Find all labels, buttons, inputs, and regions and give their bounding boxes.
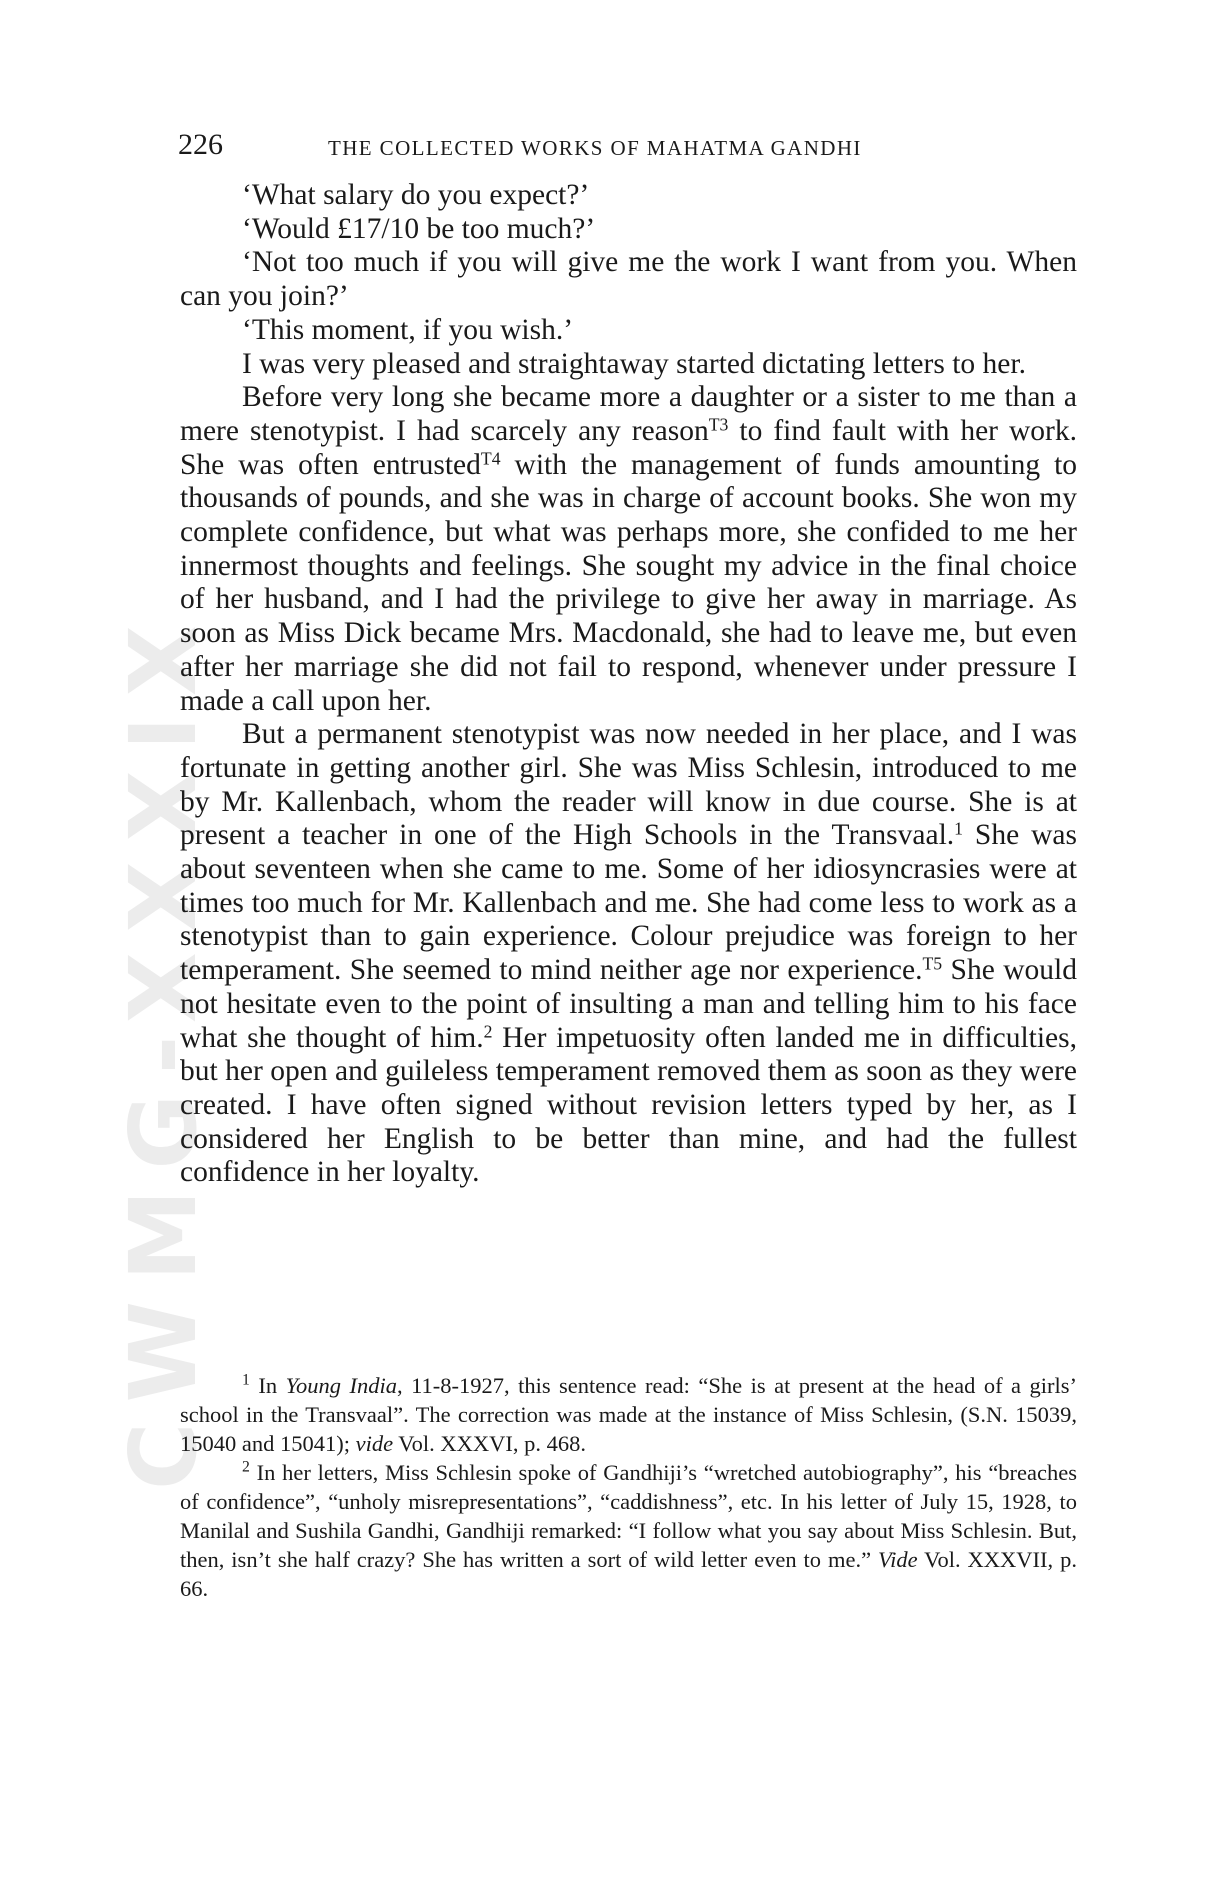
text-run: ‘Not too much if you will give me the work I want from you. When can you join?’ xyxy=(180,246,1077,313)
text-run: , 11-8-1927, this sentence read: “She is at present at the head of a girls’ school in the Transvaal”. The correction was made at the instance of Miss Schlesin, (S.N. 15039, 15040 and 15041); xyxy=(180,1373,1077,1456)
footnote xyxy=(180,1458,1077,1603)
paragraph xyxy=(180,718,1077,1190)
page-number: 226 xyxy=(178,128,223,161)
text-run: She would not hesitate even to the point of insulting a man and telling him to his face what she thought of him. xyxy=(180,954,1077,1054)
text-run: ‘This moment, if you wish.’ xyxy=(242,313,574,346)
text-run: Before very long she became more a daughter or a sister to me than a mere stenotypist. I had scarcely any reason xyxy=(180,381,1077,447)
footnote xyxy=(180,1371,1077,1458)
body-text xyxy=(180,179,1077,1190)
paragraph xyxy=(180,179,1077,213)
note-marker: 1 xyxy=(954,818,964,839)
watermark-text: CWMG-XXXIX xyxy=(110,605,217,1490)
paragraph xyxy=(180,246,1077,313)
note-marker: T3 xyxy=(708,414,729,435)
text-run: Vol. XXXVII, p. 66. xyxy=(180,1547,1077,1601)
note-marker: T5 xyxy=(922,953,943,974)
italic-text: vide xyxy=(355,1431,394,1456)
text-run: She was about seventeen when she came to me. Some of her idiosyncrasies were at times too much for Mr. Kallenbach and me. She had come less to work as a stenotypist than to gain experience. Colour prejudice was foreign to her temperament. She seemed to mind neither age nor experience. xyxy=(180,819,1077,987)
paragraph xyxy=(180,381,1077,718)
note-marker: 1 xyxy=(242,1371,250,1389)
paragraph xyxy=(180,348,1077,382)
text-run: with the management of funds amounting to thousands of pounds, and she was in charge of account books. She won my complete confidence, but what was perhaps more, she confided to me her innermost thoughts and feelings. She sought my advice in the final choice of her husband, and I had the privilege to give her away in marriage. As soon as Miss Dick became Mrs. Macdonald, she had to leave me, but even after her marriage she did not fail to respond, whenever under pressure I made a call upon her. xyxy=(180,448,1078,717)
italic-text: Vide xyxy=(878,1547,918,1572)
note-marker: 2 xyxy=(242,1458,250,1476)
text-run: ‘Would £17/10 be too much?’ xyxy=(242,212,596,245)
text-run: Vol. XXXVI, p. 468. xyxy=(393,1431,587,1456)
text-run: to find fault with her work. She was often entrusted xyxy=(180,414,1077,481)
text-run: I was very pleased and straightaway started dictating letters to her. xyxy=(242,347,1026,380)
italic-text: Young India xyxy=(285,1373,397,1398)
running-title: THE COLLECTED WORKS OF MAHATMA GANDHI xyxy=(328,136,862,160)
text-run: In her letters, Miss Schlesin spoke of Gandhiji’s “wretched autobiography”, his “breaches of confidence”, “unholy misrepresentations”, “caddishness”, etc. In his letter of July 15, 1928, to Manilal and Sushila Gandhi, Gandhiji remarked: “I follow what you say about Miss Schlesin. But, then, isn’t she half crazy? She has written a sort of wild letter even to me.” xyxy=(180,1460,1077,1572)
text-run: In xyxy=(249,1373,286,1398)
text-run: But a permanent stenotypist was now needed in her place, and I was fortunate in getting another girl. She was Miss Schlesin, introduced to me by Mr. Kallenbach, whom the reader will know in due course. She is at present a teacher in one of the High Schools in the Transvaal. xyxy=(180,718,1077,852)
text-run: ‘What salary do you expect?’ xyxy=(242,179,590,211)
footnotes xyxy=(180,1371,1077,1603)
paragraph xyxy=(180,314,1077,348)
note-marker: 2 xyxy=(483,1020,493,1041)
paragraph xyxy=(180,213,1077,247)
text-run: Her impetuosity often landed me in difficulties, but her open and guileless temperament removed them as soon as they were created. I have often signed without revision letters typed by her, as I considered her English to be better than mine, and had the fullest confidence in her loyalty. xyxy=(180,1021,1077,1189)
page-header xyxy=(178,128,1078,168)
note-marker: T4 xyxy=(480,447,501,468)
